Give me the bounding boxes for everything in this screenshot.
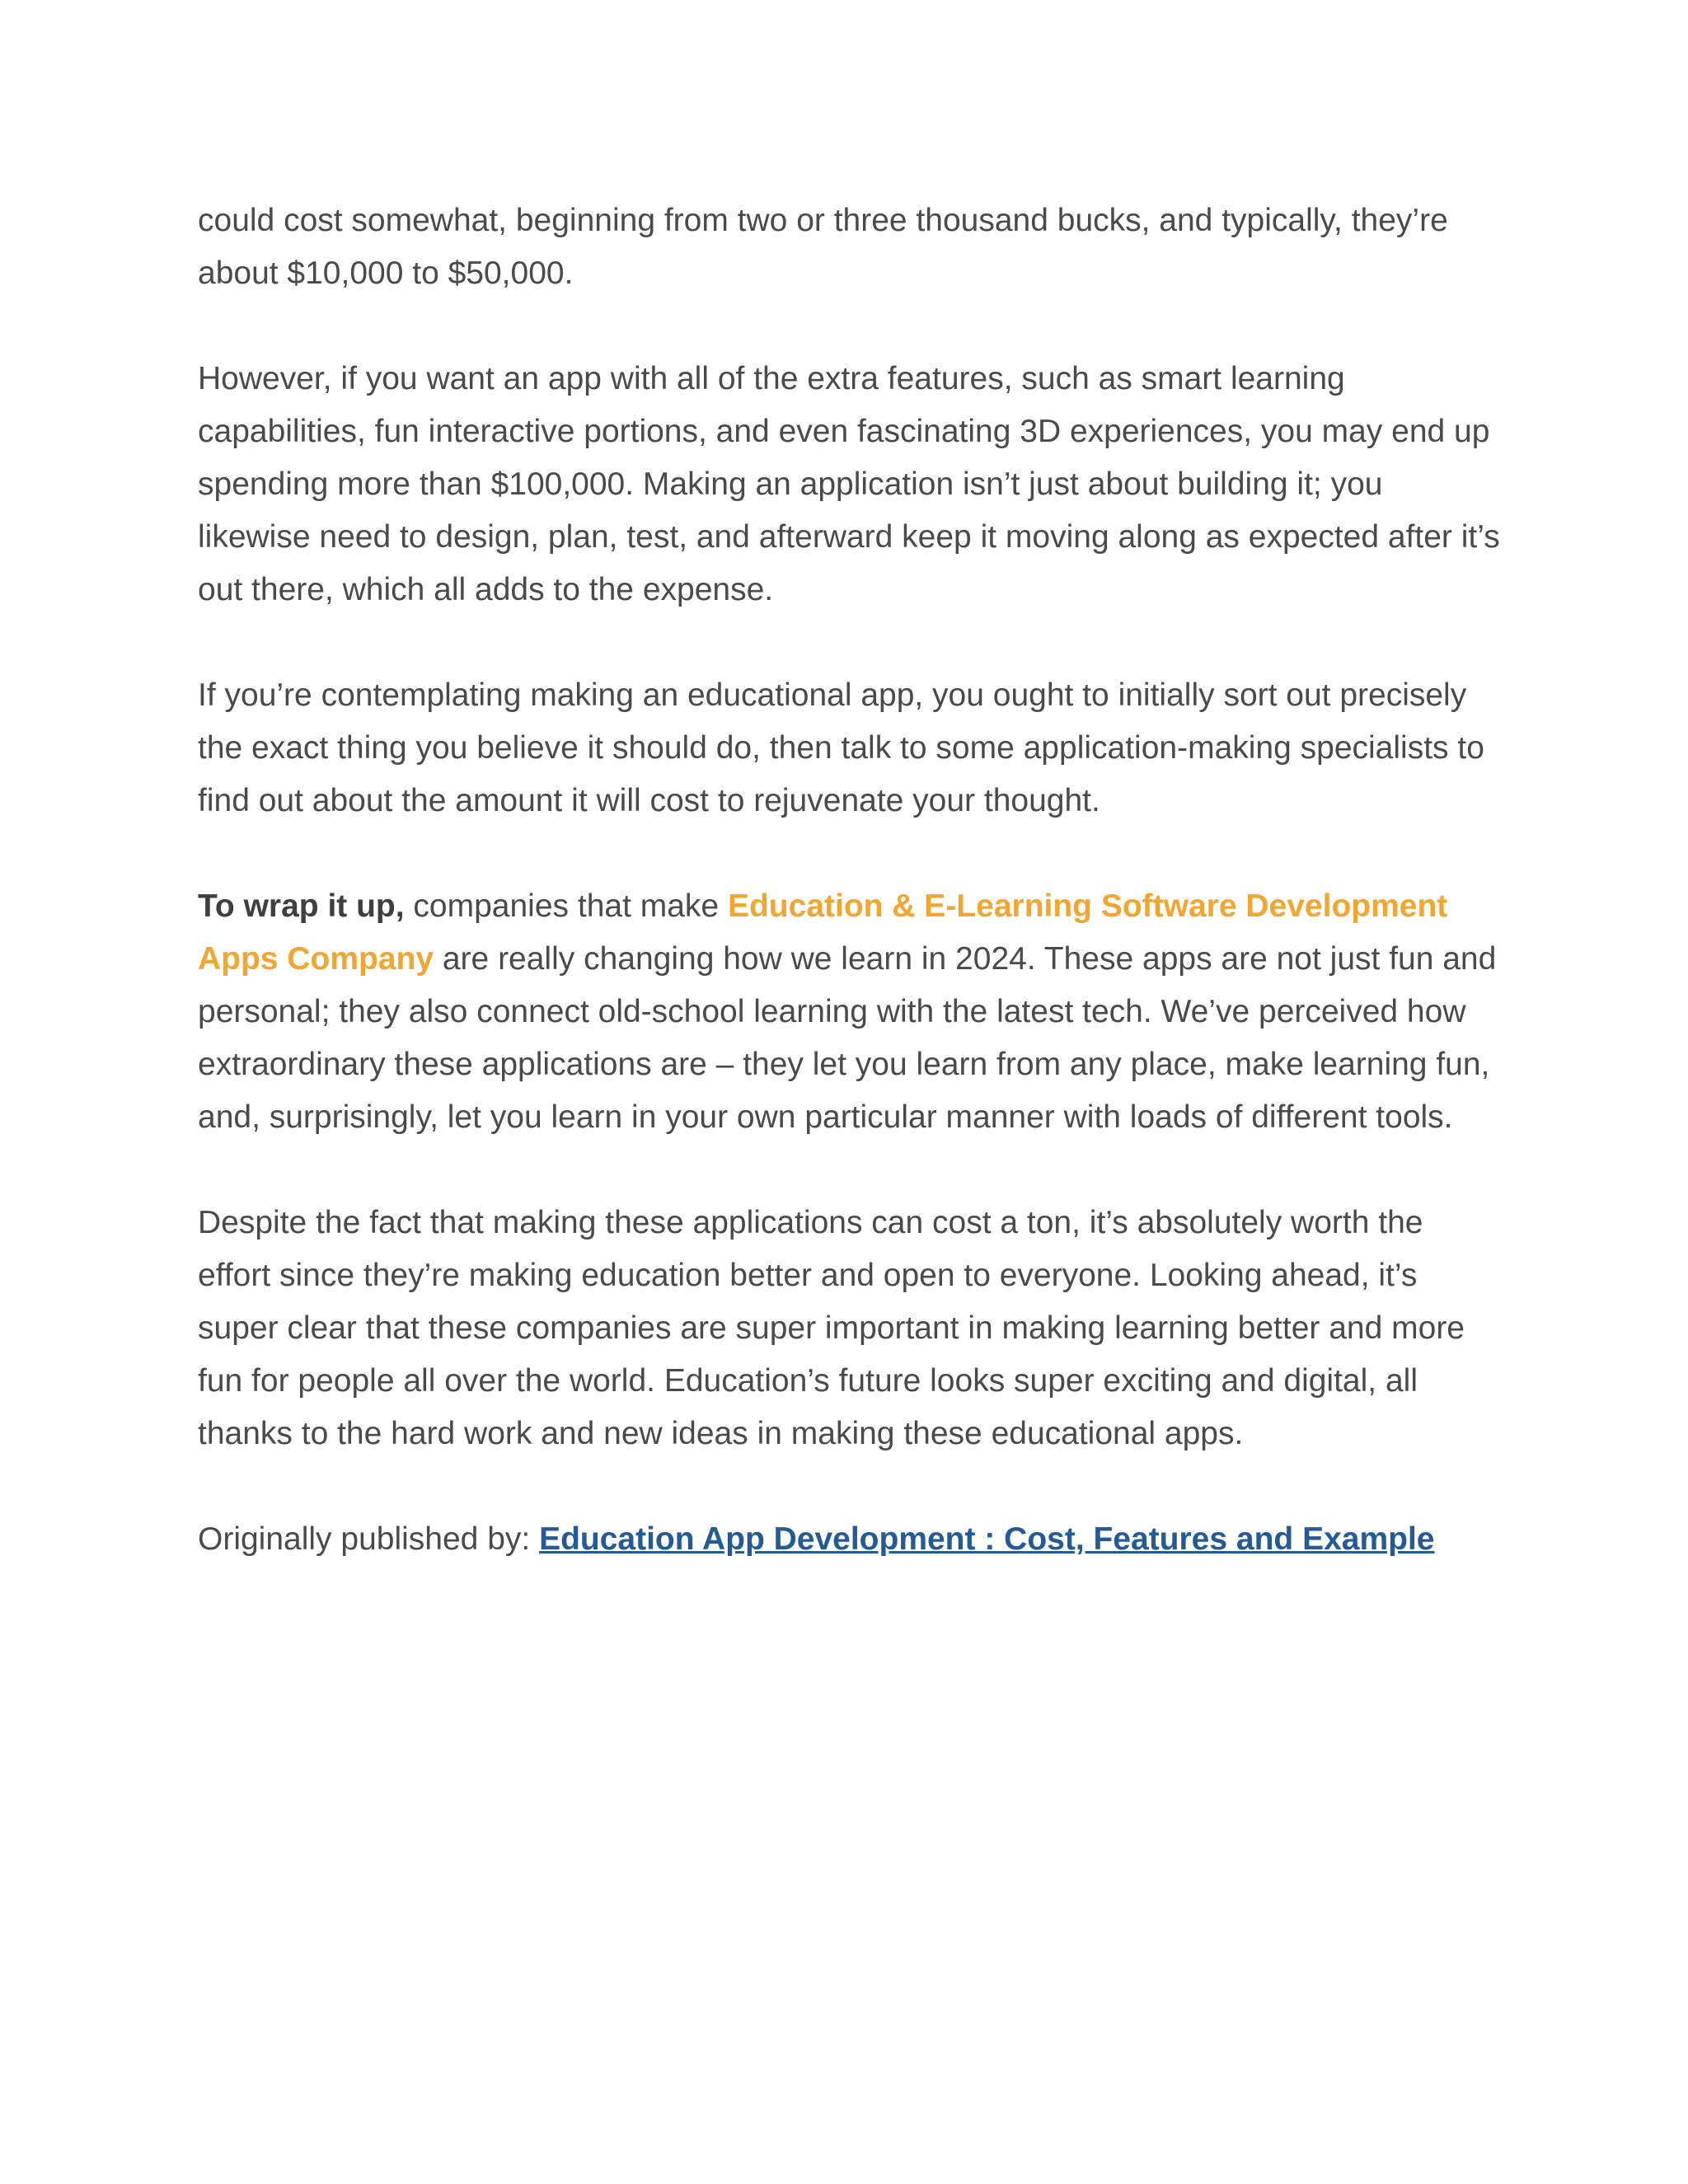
paragraph-conclusion <box>198 880 1500 1144</box>
company-highlight: Education & E-Learning Software Development Apps Company <box>198 888 1448 977</box>
paragraph-extra-features: However, if you want an app with all of the extra features, such as smart learning capabilities, fun interactive portions, and even fascinating 3D experiences, you may end up spending more than $100,000. Making an application isn’t just about building it; you likewise need to design, plan, test, and afterward keep it moving along as expected after it’s out there, which all adds to the expense. <box>198 361 1500 607</box>
conclusion-text-before: companies that make <box>404 888 728 924</box>
paragraph-future: Despite the fact that making these applications can cost a ton, it’s absolutely worth the effort since they’re making education better and open to everyone. Looking ahead, it’s super clear that these companies are super important in making learning better and more fun for people all over the world. Education’s future looks super exciting and digital, all thanks to the hard work and new ideas in making these educational apps. <box>198 1205 1465 1451</box>
source-link[interactable]: Education App Development : Cost, Features and Example <box>539 1521 1435 1557</box>
conclusion-text-after: are really changing how we learn in 2024. These apps are not just fun and personal; they also connect old-school learning with the latest tech. We’ve perceived how extraordinary these applications are – they let you learn from any place, make learning fun, and, surprisingly, let you learn in your own particular manner with loads of different tools. <box>198 941 1497 1135</box>
source-line <box>198 1513 1500 1566</box>
paragraph-cost-range: could cost somewhat, beginning from two or three thousand bucks, and typically, they’re about $10,000 to $50,000. <box>198 203 1448 291</box>
paragraph-contemplating: If you’re contemplating making an educational app, you ought to initially sort out precisely the exact thing you believe it should do, then talk to some application-making specialists to find out about the amount it will cost to rejuvenate your thought. <box>198 677 1484 818</box>
document-page <box>198 194 1500 1619</box>
conclusion-lead: To wrap it up, <box>198 888 405 924</box>
source-label: Originally published by: <box>198 1521 540 1557</box>
